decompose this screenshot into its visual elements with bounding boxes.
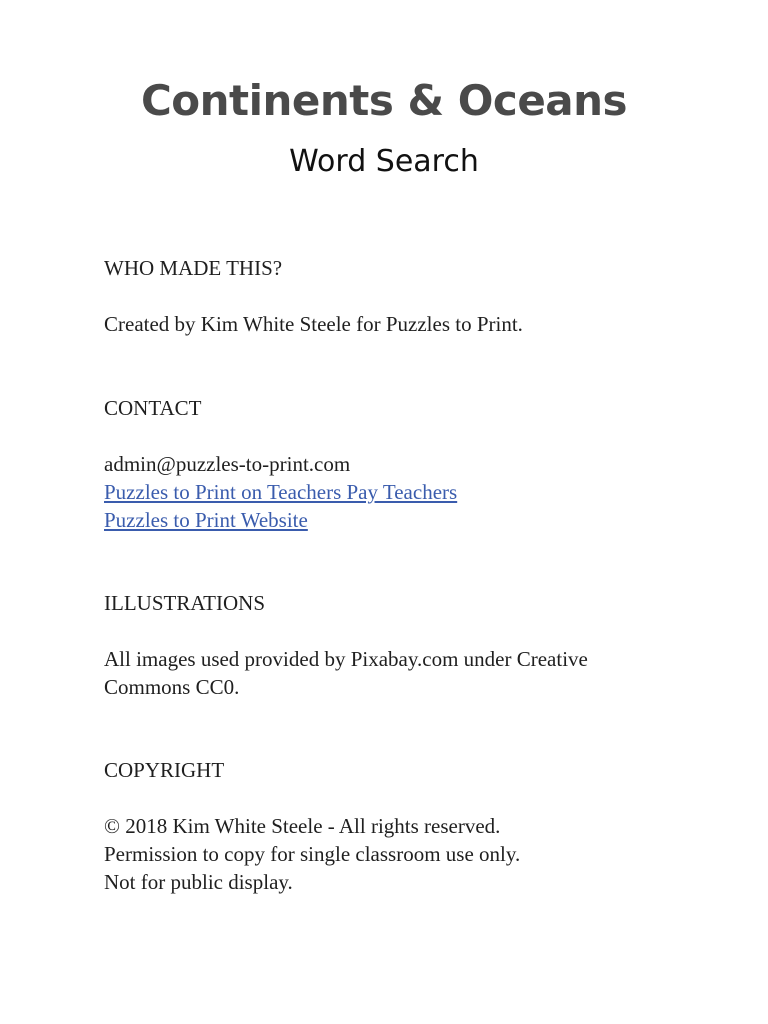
page-title: Continents & Oceans (140, 76, 628, 125)
website-link[interactable]: Puzzles to Print Website (104, 508, 308, 532)
section-body-copyright (104, 812, 664, 896)
copyright-line-1: © 2018 Kim White Steele - All rights reserved. (104, 814, 501, 838)
section-body-who (104, 310, 664, 338)
section-heading-illustrations: ILLUSTRATIONS (104, 591, 265, 615)
illustrations-line-1: All images used provided by Pixabay.com under Creative (104, 647, 588, 671)
copyright-line-2: Permission to copy for single classroom use only. (104, 842, 521, 866)
section-heading-who: WHO MADE THIS? (104, 256, 283, 280)
section-heading-copyright: COPYRIGHT (104, 758, 225, 782)
illustrations-line-2: Commons CC0. (104, 675, 240, 699)
section-body-contact (104, 450, 664, 534)
creator-text: Created by Kim White Steele for Puzzles to Print. (104, 312, 523, 336)
section-heading-contact: CONTACT (104, 396, 202, 420)
tpt-store-link[interactable]: Puzzles to Print on Teachers Pay Teachers (104, 480, 458, 504)
copyright-line-3: Not for public display. (104, 870, 293, 894)
section-body-illustrations (104, 645, 664, 701)
contact-email: admin@puzzles-to-print.com (104, 452, 351, 476)
page-subtitle: Word Search (289, 144, 479, 179)
